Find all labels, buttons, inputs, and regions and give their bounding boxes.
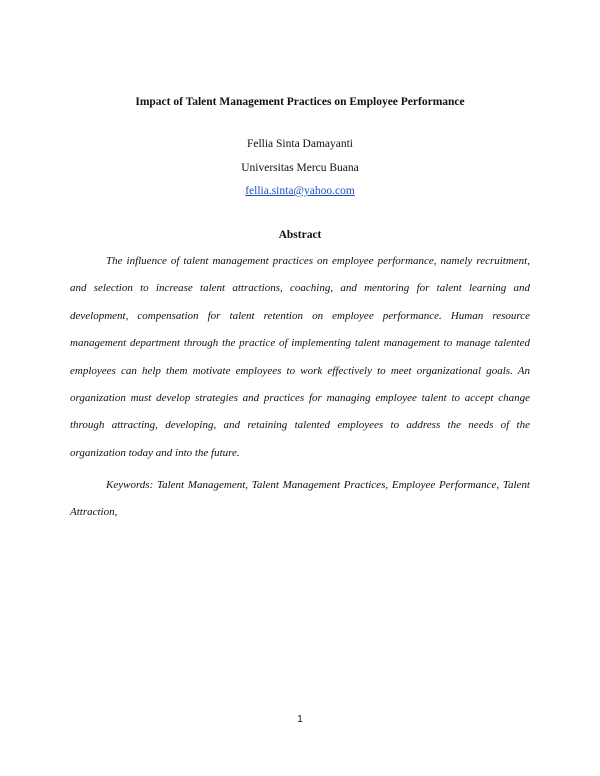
page-number: 1 — [297, 714, 303, 725]
author-affiliation: Universitas Mercu Buana — [241, 162, 359, 174]
abstract-heading: Abstract — [278, 229, 322, 241]
keywords: Keywords: Talent Management, Talent Management Practices, Employee Performance, Talent Attraction, — [70, 479, 530, 519]
author-name: Fellia Sinta Damayanti — [246, 138, 354, 150]
paper-title: Impact of Talent Management Practices on Employee Performance — [135, 96, 465, 108]
author-email-link[interactable]: fellia.sinta@yahoo.com — [245, 185, 355, 197]
author-email-line — [0, 184, 600, 198]
abstract-body: The influence of talent management practices on employee performance, namely recruitment, and selection to increase talent attractions, coaching, and mentoring for talent learning and development, compensation for talent retention on employee performance. Human resource management department through the practice of implementing talent management to manage talented employees can help them motivate employees to work effectively to meet organizational goals. An organization must develop strategies and practices for managing employee talent to accept change through attracting, developing, and retaining talented employees to address the needs of the organization today and into the future. — [70, 255, 530, 459]
